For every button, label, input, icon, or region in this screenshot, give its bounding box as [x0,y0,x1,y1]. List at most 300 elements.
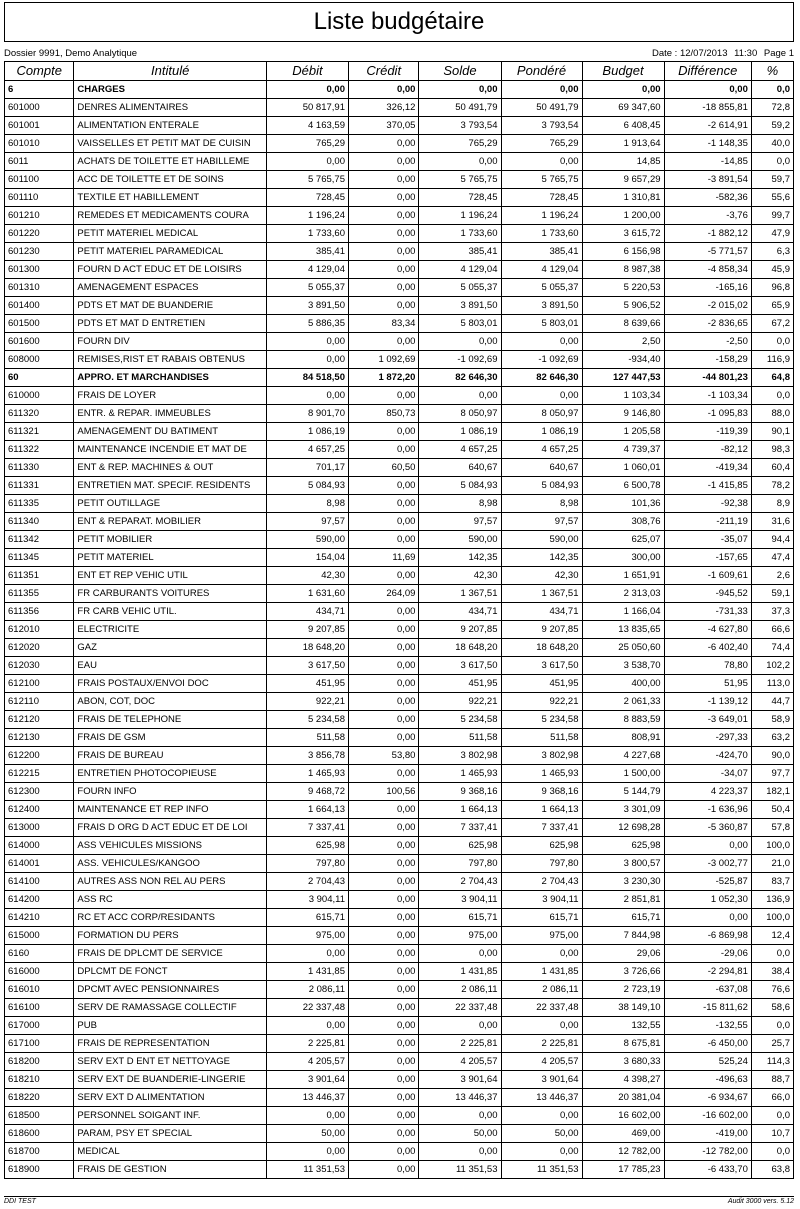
table-row [5,351,794,369]
cell-solde: 0,00 [419,153,501,171]
cell-budget: 12 698,28 [582,819,664,837]
cell-pondere: 922,21 [501,693,582,711]
cell-intitule: CHARGES [74,81,267,99]
cell-difference: -3 649,01 [664,711,751,729]
cell-debit: 1 733,60 [266,225,348,243]
dossier-label: Dossier 9991, Demo Analytique [4,47,138,59]
cell-budget: 1 651,91 [582,567,664,585]
cell-pondere: 50,00 [501,1125,582,1143]
cell-pct: 90,0 [751,747,793,765]
cell-budget: 16 602,00 [582,1107,664,1125]
cell-intitule: FRAIS DE REPRESENTATION [74,1035,267,1053]
cell-debit: 13 446,37 [266,1089,348,1107]
cell-credit: 0,00 [348,693,418,711]
table-row [5,675,794,693]
cell-debit: 11 351,53 [266,1161,348,1179]
cell-intitule: FORMATION DU PERS [74,927,267,945]
cell-budget: 29,06 [582,945,664,963]
cell-pondere: 1 196,24 [501,207,582,225]
cell-difference: -157,65 [664,549,751,567]
table-row [5,747,794,765]
cell-credit: 0,00 [348,909,418,927]
column-header: Compte [5,62,74,81]
cell-solde: 11 351,53 [419,1161,501,1179]
table-row [5,369,794,387]
cell-intitule: FRAIS DE DPLCMT DE SERVICE [74,945,267,963]
cell-solde: 5 055,37 [419,279,501,297]
cell-difference: -637,08 [664,981,751,999]
cell-solde: 22 337,48 [419,999,501,1017]
cell-intitule: ENT ET REP VEHIC UTIL [74,567,267,585]
cell-pondere: 18 648,20 [501,639,582,657]
cell-pondere: 50 491,79 [501,99,582,117]
cell-debit: 84 518,50 [266,369,348,387]
table-row [5,855,794,873]
cell-credit: 0,00 [348,423,418,441]
cell-credit: 0,00 [348,531,418,549]
cell-intitule: FRAIS D ORG D ACT EDUC ET DE LOI [74,819,267,837]
cell-credit: 53,80 [348,747,418,765]
cell-compte: 612030 [5,657,74,675]
cell-budget: 8 883,59 [582,711,664,729]
cell-solde: 8 050,97 [419,405,501,423]
cell-budget: 69 347,60 [582,99,664,117]
cell-pondere: 97,57 [501,513,582,531]
cell-solde: 511,58 [419,729,501,747]
cell-credit: 0,00 [348,927,418,945]
table-row [5,1125,794,1143]
cell-credit: 0,00 [348,729,418,747]
cell-budget: 308,76 [582,513,664,531]
cell-solde: 4 657,25 [419,441,501,459]
cell-pct: 182,1 [751,783,793,801]
cell-credit: 0,00 [348,387,418,405]
cell-intitule: ENT & REP. MACHINES & OUT [74,459,267,477]
cell-compte: 618210 [5,1071,74,1089]
cell-compte: 612400 [5,801,74,819]
cell-pondere: 590,00 [501,531,582,549]
cell-debit: 975,00 [266,927,348,945]
cell-credit: 11,69 [348,549,418,567]
cell-budget: 132,55 [582,1017,664,1035]
cell-pondere: 0,00 [501,945,582,963]
cell-difference: 51,95 [664,675,751,693]
cell-difference: -35,07 [664,531,751,549]
cell-debit: 765,29 [266,135,348,153]
cell-solde: 615,71 [419,909,501,927]
cell-intitule: PETIT MATERIEL [74,549,267,567]
table-row [5,657,794,675]
cell-budget: 4 227,68 [582,747,664,765]
cell-credit: 264,09 [348,585,418,603]
cell-debit: 1 664,13 [266,801,348,819]
cell-budget: 808,91 [582,729,664,747]
cell-intitule: MAINTENANCE ET REP INFO [74,801,267,819]
cell-intitule: PETIT OUTILLAGE [74,495,267,513]
cell-pct: 65,9 [751,297,793,315]
cell-pct: 40,0 [751,135,793,153]
cell-solde: 0,00 [419,81,501,99]
cell-compte: 616010 [5,981,74,999]
cell-pondere: 765,29 [501,135,582,153]
cell-budget: 8 987,38 [582,261,664,279]
cell-pct: 38,4 [751,963,793,981]
cell-solde: 0,00 [419,1017,501,1035]
cell-pct: 12,4 [751,927,793,945]
cell-pct: 59,1 [751,585,793,603]
table-row [5,279,794,297]
cell-debit: 1 465,93 [266,765,348,783]
cell-intitule: AMENAGEMENT DU BATIMENT [74,423,267,441]
cell-debit: 3 901,64 [266,1071,348,1089]
cell-debit: 922,21 [266,693,348,711]
cell-debit: 0,00 [266,153,348,171]
cell-solde: 975,00 [419,927,501,945]
table-header-row [5,62,794,81]
cell-budget: 13 835,65 [582,621,664,639]
cell-solde: 5 765,75 [419,171,501,189]
cell-compte: 611351 [5,567,74,585]
cell-difference: -2 294,81 [664,963,751,981]
cell-credit: 0,00 [348,513,418,531]
cell-intitule: PETIT MATERIEL MEDICAL [74,225,267,243]
cell-pct: 113,0 [751,675,793,693]
table-row [5,333,794,351]
cell-pct: 88,0 [751,405,793,423]
column-header: Différence [664,62,751,81]
cell-debit: 2 704,43 [266,873,348,891]
cell-pondere: 975,00 [501,927,582,945]
cell-pondere: 434,71 [501,603,582,621]
footer-right-text: Audit 3000 vers. 5.12 [727,1198,794,1205]
cell-pondere: 615,71 [501,909,582,927]
table-row [5,261,794,279]
cell-compte: 60 [5,369,74,387]
cell-pct: 63,8 [751,1161,793,1179]
cell-solde: 1 196,24 [419,207,501,225]
cell-compte: 6011 [5,153,74,171]
cell-solde: 8,98 [419,495,501,513]
cell-budget: 2,50 [582,333,664,351]
cell-debit: 0,00 [266,945,348,963]
cell-difference: -82,12 [664,441,751,459]
cell-debit: 3 904,11 [266,891,348,909]
cell-credit: 0,00 [348,1053,418,1071]
cell-difference: -6 433,70 [664,1161,751,1179]
table-row [5,819,794,837]
cell-solde: 0,00 [419,387,501,405]
cell-pct: 0,0 [751,333,793,351]
cell-budget: 3 726,66 [582,963,664,981]
cell-budget: 9 146,80 [582,405,664,423]
cell-solde: 50 491,79 [419,99,501,117]
cell-intitule: MEDICAL [74,1143,267,1161]
cell-pondere: 625,98 [501,837,582,855]
cell-solde: 5 803,01 [419,315,501,333]
cell-compte: 612130 [5,729,74,747]
column-header: Débit [266,62,348,81]
cell-budget: 3 680,33 [582,1053,664,1071]
cell-pct: 114,3 [751,1053,793,1071]
cell-debit: 9 207,85 [266,621,348,639]
cell-pondere: 3 793,54 [501,117,582,135]
cell-compte: 601001 [5,117,74,135]
cell-intitule: PDTS ET MAT D ENTRETIEN [74,315,267,333]
cell-credit: 100,56 [348,783,418,801]
table-row [5,135,794,153]
cell-intitule: REMISES,RIST ET RABAIS OBTENUS [74,351,267,369]
cell-budget: 4 739,37 [582,441,664,459]
cell-credit: 0,00 [348,1161,418,1179]
cell-budget: -934,40 [582,351,664,369]
cell-compte: 601220 [5,225,74,243]
table-row [5,963,794,981]
table-row [5,1107,794,1125]
cell-budget: 38 149,10 [582,999,664,1017]
cell-pct: 59,7 [751,171,793,189]
cell-debit: 451,95 [266,675,348,693]
cell-pondere: 1 086,19 [501,423,582,441]
cell-debit: 0,00 [266,81,348,99]
cell-pct: 72,8 [751,99,793,117]
cell-difference: -297,33 [664,729,751,747]
cell-credit: 0,00 [348,225,418,243]
cell-intitule: ASS. VEHICULES/KANGOO [74,855,267,873]
cell-credit: 0,00 [348,189,418,207]
cell-credit: 0,00 [348,1035,418,1053]
cell-credit: 1 092,69 [348,351,418,369]
cell-intitule: AMENAGEMENT ESPACES [74,279,267,297]
cell-budget: 300,00 [582,549,664,567]
cell-credit: 0,00 [348,279,418,297]
cell-pct: 64,8 [751,369,793,387]
cell-pct: 94,4 [751,531,793,549]
cell-debit: 4 163,59 [266,117,348,135]
cell-difference: -6 402,40 [664,639,751,657]
cell-pondere: 3 904,11 [501,891,582,909]
cell-compte: 601300 [5,261,74,279]
cell-credit: 0,00 [348,1143,418,1161]
cell-credit: 850,73 [348,405,418,423]
cell-intitule: ACHATS DE TOILETTE ET HABILLEME [74,153,267,171]
cell-solde: 0,00 [419,1107,501,1125]
cell-difference: 1 052,30 [664,891,751,909]
cell-compte: 601310 [5,279,74,297]
cell-compte: 601010 [5,135,74,153]
cell-solde: 590,00 [419,531,501,549]
cell-difference: -2 015,02 [664,297,751,315]
cell-budget: 127 447,53 [582,369,664,387]
cell-debit: 50,00 [266,1125,348,1143]
cell-compte: 616100 [5,999,74,1017]
cell-budget: 625,07 [582,531,664,549]
cell-compte: 611342 [5,531,74,549]
cell-solde: 0,00 [419,945,501,963]
cell-credit: 0,00 [348,153,418,171]
cell-debit: 42,30 [266,567,348,585]
cell-credit: 0,00 [348,261,418,279]
cell-difference: -1 609,61 [664,567,751,585]
cell-intitule: REMEDES ET MEDICAMENTS COURA [74,207,267,225]
cell-credit: 0,00 [348,171,418,189]
cell-intitule: FRAIS DE BUREAU [74,747,267,765]
cell-difference: -945,52 [664,585,751,603]
cell-solde: 42,30 [419,567,501,585]
cell-compte: 612110 [5,693,74,711]
cell-debit: 4 129,04 [266,261,348,279]
table-row [5,801,794,819]
cell-pct: 31,6 [751,513,793,531]
cell-pct: 0,0 [751,153,793,171]
cell-debit: 8,98 [266,495,348,513]
page-footer [4,1198,794,1205]
cell-solde: 385,41 [419,243,501,261]
table-row [5,225,794,243]
cell-difference: -4 858,34 [664,261,751,279]
table-row [5,531,794,549]
cell-budget: 7 844,98 [582,927,664,945]
table-row [5,207,794,225]
cell-debit: 728,45 [266,189,348,207]
cell-difference: -525,87 [664,873,751,891]
cell-difference: -1 148,35 [664,135,751,153]
cell-pondere: 4 657,25 [501,441,582,459]
cell-difference: -34,07 [664,765,751,783]
cell-intitule: DPCMT AVEC PENSIONNAIRES [74,981,267,999]
cell-intitule: FR CARBURANTS VOITURES [74,585,267,603]
cell-intitule: ENTRETIEN MAT. SPECIF. RESIDENTS [74,477,267,495]
cell-debit: 511,58 [266,729,348,747]
cell-budget: 8 639,66 [582,315,664,333]
table-row [5,873,794,891]
cell-budget: 2 851,81 [582,891,664,909]
cell-difference: -119,39 [664,423,751,441]
cell-debit: 1 631,60 [266,585,348,603]
table-row [5,837,794,855]
page-number: Page 1 [763,47,794,59]
table-row [5,621,794,639]
table-row [5,405,794,423]
cell-credit: 83,34 [348,315,418,333]
table-row [5,243,794,261]
cell-difference: -6 934,67 [664,1089,751,1107]
table-row [5,387,794,405]
table-row [5,549,794,567]
cell-difference: -2,50 [664,333,751,351]
cell-pondere: 2 225,81 [501,1035,582,1053]
cell-budget: 12 782,00 [582,1143,664,1161]
cell-pct: 10,7 [751,1125,793,1143]
cell-compte: 618600 [5,1125,74,1143]
cell-credit: 0,00 [348,819,418,837]
cell-difference: -1 415,85 [664,477,751,495]
cell-budget: 615,71 [582,909,664,927]
cell-pondere: 797,80 [501,855,582,873]
cell-difference: -2 836,65 [664,315,751,333]
cell-budget: 5 220,53 [582,279,664,297]
cell-debit: 22 337,48 [266,999,348,1017]
table-row [5,1089,794,1107]
cell-difference: -1 636,96 [664,801,751,819]
cell-difference: -496,63 [664,1071,751,1089]
cell-credit: 0,00 [348,207,418,225]
table-row [5,189,794,207]
cell-budget: 3 538,70 [582,657,664,675]
cell-compte: 611320 [5,405,74,423]
date-page-info [648,48,794,59]
cell-compte: 608000 [5,351,74,369]
cell-pondere: 3 617,50 [501,657,582,675]
cell-solde: 3 901,64 [419,1071,501,1089]
cell-intitule: ALIMENTATION ENTERALE [74,117,267,135]
date-label: Date : 12/07/2013 [651,47,728,59]
cell-debit: 1 086,19 [266,423,348,441]
cell-intitule: ASS VEHICULES MISSIONS [74,837,267,855]
cell-difference: -6 450,00 [664,1035,751,1053]
cell-compte: 601500 [5,315,74,333]
cell-solde: 1 664,13 [419,801,501,819]
column-header: Solde [419,62,501,81]
cell-pct: 0,0 [751,1017,793,1035]
cell-compte: 610000 [5,387,74,405]
cell-debit: 7 337,41 [266,819,348,837]
cell-solde: 4 205,57 [419,1053,501,1071]
cell-difference: -1 103,34 [664,387,751,405]
cell-budget: 1 060,01 [582,459,664,477]
cell-pct: 50,4 [751,801,793,819]
cell-pondere: 9 368,16 [501,783,582,801]
table-row [5,1071,794,1089]
cell-credit: 0,00 [348,855,418,873]
cell-compte: 617000 [5,1017,74,1035]
table-row [5,81,794,99]
cell-pondere: 5 765,75 [501,171,582,189]
cell-intitule: ENTR. & REPAR. IMMEUBLES [74,405,267,423]
cell-credit: 370,05 [348,117,418,135]
cell-solde: 922,21 [419,693,501,711]
table-row [5,981,794,999]
cell-pondere: 385,41 [501,243,582,261]
cell-debit: 5 886,35 [266,315,348,333]
cell-compte: 614001 [5,855,74,873]
cell-debit: 8 901,70 [266,405,348,423]
cell-debit: 3 856,78 [266,747,348,765]
cell-intitule: TEXTILE ET HABILLEMENT [74,189,267,207]
cell-pondere: 0,00 [501,81,582,99]
cell-solde: 4 129,04 [419,261,501,279]
cell-debit: 5 234,58 [266,711,348,729]
cell-pct: 0,0 [751,1143,793,1161]
cell-budget: 2 313,03 [582,585,664,603]
table-body [5,81,794,1179]
cell-compte: 612010 [5,621,74,639]
cell-budget: 2 061,33 [582,693,664,711]
table-row [5,585,794,603]
cell-debit: 0,00 [266,1143,348,1161]
cell-pondere: 511,58 [501,729,582,747]
cell-difference: -2 614,91 [664,117,751,135]
cell-pondere: 13 446,37 [501,1089,582,1107]
cell-difference: -424,70 [664,747,751,765]
table-row [5,765,794,783]
cell-compte: 614210 [5,909,74,927]
cell-intitule: PDTS ET MAT DE BUANDERIE [74,297,267,315]
cell-pondere: 8,98 [501,495,582,513]
cell-difference: -419,00 [664,1125,751,1143]
cell-compte: 612215 [5,765,74,783]
cell-intitule: DENRES ALIMENTAIRES [74,99,267,117]
cell-debit: 590,00 [266,531,348,549]
